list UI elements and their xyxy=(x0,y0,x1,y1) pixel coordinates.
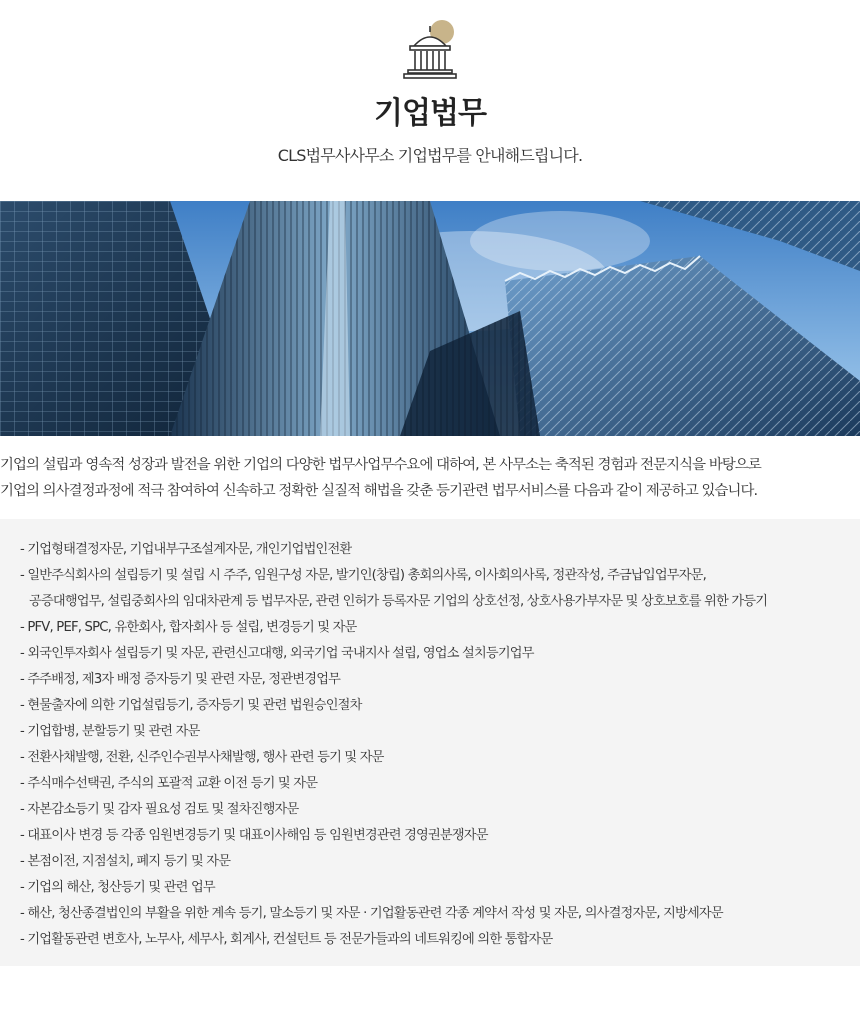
list-item: - 기업합병, 분할등기 및 관련 자문 xyxy=(20,724,200,739)
courthouse-icon xyxy=(400,18,460,80)
list-item: - 외국인투자회사 설립등기 및 자문, 관련신고대행, 외국기업 국내지사 설립, 영업소 설치등기업무 xyxy=(20,646,534,661)
list-item: - 기업의 해산, 청산등기 및 관련 업무 xyxy=(20,880,215,895)
page-header xyxy=(0,0,860,200)
list-item: - 기업형태결정자문, 기업내부구조설계자문, 개인기업법인전환 xyxy=(20,542,352,557)
list-item: - 전환사채발행, 전환, 신주인수권부사채발행, 행사 관련 등기 및 자문 xyxy=(20,750,384,765)
list-item: - 일반주식회사의 설립등기 및 설립 시 주주, 임원구성 자문, 발기인(창립) 총회의사록, 이사회의사록, 정관작성, 주금납입업무자문, xyxy=(20,568,706,583)
list-item: - 대표이사 변경 등 각종 임원변경등기 및 대표이사해임 등 임원변경관련 경영권분쟁자문 xyxy=(20,828,488,843)
list-item: - 주주배정, 제3자 배정 증자등기 및 관련 자문, 정관변경업무 xyxy=(20,672,341,687)
list-item: - 현물출자에 의한 기업설립등기, 증자등기 및 관련 법원승인절차 xyxy=(20,698,362,713)
service-list-box xyxy=(0,519,860,966)
service-list xyxy=(0,519,860,953)
list-item xyxy=(0,589,860,615)
skyscraper-photo xyxy=(0,201,860,436)
list-item: - 자본감소등기 및 감자 필요성 검토 및 절차진행자문 xyxy=(20,802,299,817)
hero-skyscraper-image xyxy=(0,201,860,436)
list-item-continuation: 공증대행업무, 설립중회사의 임대차관계 등 법무자문, 관련 인허가 등록자문 기업의 상호선정, 상호사용가부자문 및 상호보호를 위한 가등기 xyxy=(29,594,768,609)
intro-line: 기업의 설립과 영속적 성장과 발전을 위한 기업의 다양한 법무사업무수요에 대하여, 본 사무소는 축적된 경험과 전문지식을 바탕으로 xyxy=(0,457,761,473)
list-item: - PFV, PEF, SPC, 유한회사, 합자회사 등 설립, 변경등기 및 자문 xyxy=(20,620,357,635)
list-item: - 주식매수선택권, 주식의 포괄적 교환 이전 등기 및 자문 xyxy=(20,776,318,791)
intro-paragraph xyxy=(0,452,860,504)
page-subtitle: CLS법무사사무소 기업법무를 안내해드립니다. xyxy=(277,146,583,165)
page-title: 기업법무 xyxy=(374,96,486,131)
list-item: - 본점이전, 지점설치, 폐지 등기 및 자문 xyxy=(20,854,231,869)
intro-line: 기업의 의사결정과정에 적극 참여하여 신속하고 정확한 실질적 해법을 갖춘 등기관련 법무서비스를 다음과 같이 제공하고 있습니다. xyxy=(0,483,758,499)
list-item: - 기업활동관련 변호사, 노무사, 세무사, 회계사, 컨설턴트 등 전문가들과의 네트워킹에 의한 통합자문 xyxy=(20,932,553,947)
list-item: - 해산, 청산종결법인의 부활을 위한 계속 등기, 말소등기 및 자문 · 기업활동관련 각종 계약서 작성 및 자문, 의사결정자문, 지방세자문 xyxy=(20,906,723,921)
